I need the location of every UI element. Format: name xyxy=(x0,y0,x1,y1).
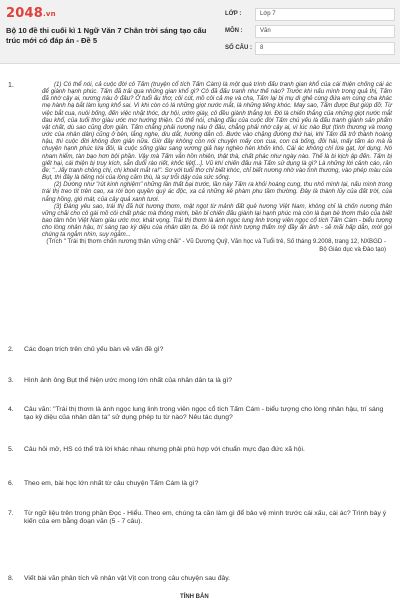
meta-value-subject: Văn xyxy=(255,25,395,38)
question-number: 3. xyxy=(8,377,14,384)
question-text: Câu văn: "Trái thị thơm là ánh ngọc lung linh trong viên ngọc cổ tích Tấm Cám - biểu tượng cho lòng nhân hậu, trí sáng tạo kỳ diệu của nhân dân ta" sử dụng phép tu từ nào? Nêu tác dụng? xyxy=(24,406,384,422)
question-text: Câu hỏi mở, HS có thể trả lời khác nhau nhưng phải phù hợp với chuẩn mực đạo đức xã hội. xyxy=(24,446,305,453)
meta-row-question-count xyxy=(225,42,395,55)
site-logo[interactable] xyxy=(6,6,56,21)
question-number: 7. xyxy=(8,510,14,517)
header xyxy=(0,0,400,64)
question-text: Theo em, bài học lớn nhất từ câu chuyện Tấm Cám là gì? xyxy=(24,480,199,487)
question-number: 8. xyxy=(8,575,14,582)
logo-suffix: .vn xyxy=(42,10,56,18)
question-number: 4. xyxy=(8,406,14,413)
question-text: Các đoạn trích trên chủ yếu bàn về vấn đề gì? xyxy=(24,346,164,353)
question-number: 2. xyxy=(8,346,14,353)
question-8 xyxy=(8,575,394,583)
question-number: 5. xyxy=(8,446,14,453)
meta-value-question-count: 8 xyxy=(255,42,395,55)
meta-row-subject xyxy=(225,25,395,38)
reading-passage xyxy=(42,81,392,253)
document-title: Bộ 10 đề thi cuối kì 1 Ngữ Văn 7 Chân trời sáng tạo cấu trúc mới có đáp án - Đề 5 xyxy=(6,26,207,45)
question-3 xyxy=(8,377,394,385)
question-text: Viết bài văn phân tích về nhân vật Vịt con trong câu chuyện sau đây. xyxy=(24,575,231,582)
passage-citation: (Trích " Trái thị thơm chốn nương thân vững chãi" - Vũ Dương Quỹ, Văn học và Tuổi trẻ, Số tháng 9.2008, trang 12, NXBGD - Bộ Giáo dục và Đào tạo) xyxy=(46,238,386,253)
meta-row-class xyxy=(225,8,395,21)
question-text: Hình ảnh ông Bụt thể hiện ước mong lớn nhất của nhân dân ta là gì? xyxy=(24,377,233,384)
passage-paragraph-2: (2) Dường như "rút kinh nghiệm" những lần thất bại trước, lần này Tấm ra khỏi hoàng cung, thu nhỏ mình lại, nấu mình trong trái thị treo tít trên cao, xa rời bọn quyền quý ác độc, xa cả những kẻ phàm phu tầm thường. Đây là thành lũy của đất trời, của nắng hồng, gió mát, của cây quả xanh tươi. xyxy=(42,181,392,203)
meta-value-class: Lớp 7 xyxy=(255,8,395,21)
passage-paragraph-1: (1) Có thể nói, cả cuộc đời cô Tấm (truyện cổ tích Tấm Cám) là một quá trình đấu tranh gian khổ của cái thiện chống cái ác để giành hạnh phúc. Tấm đã trải qua những gian khổ gì? Cô đã đấu tranh như thế nào? Trước khi nấu mình trong quả thị, Tấm đã nhờ cậy ai, nương náu ở đâu? Ở tuổi ấu thơ, côi cút, mồ côi cả mẹ và cha, Tấm lại bị mụ dì ghẻ cùng đứa em cùng cha khác mẹ hành hạ bắt làm lụng khổ sai. Vì khi còn có lá những giọt nước mắt, là những tiếng khóc. May sao, Tấm được Bụt giúp đỡ. Từ việc bắt cua, nuôi bống, đến việc nhặt thóc, dự hội, ướm giày, cô đều giành thắng lợi. Đó là chiến thắng của những giọt nước mắt đau khổ, của tuổi thơ giàu ước mơ hướng thiện. Có thể nói, chặng đầu của cuộc đời Tấm chủ yếu là đấu tranh giành sản phẩm vật chất, dù sao cũng đơn giản. Tấm chẳng phải nương náu ở đâu, chẳng phải nhờ cậy ai, vì lúc nào Bụt (tình thương và mong ước của nhân dân) cũng ở bên, lắng nghe, dìu dắt, hướng dẫn cô. Bước vào chặng đường thứ hai, khi Tấm đã trở thành hoàng hậu, thì cuộc đời không đơn giản nữa. Giờ đây không còn nói chuyện mấy con cua, con cá bống, đôi hài, mấy tấm áo mà là chuyện hạnh phúc lứa đôi, là cuộc sống giàu sang vương giả hay nghèo hèn khốn khó. Cái ác không chỉ lừa gạt, lợi dụng. Nó nham hiểm, tàn bạo hơn bội phần. Vậy mà Tấm vẫn hồn nhiên, thật thà, chất phác như ngày nào. Thế là bi kịch ập đến. Tấm bị giết hại, cái thiện bị truy kích, sẵn đuổi rào riết, khốc liệt[...]. Vũ khí chiến đấu mà Tấm sử dụng là gì? Là những lời cảnh cáo, răn đe: "...lấy tranh chồng chị, chị khoét mắt ra!". Sơ với tuổi thơ chỉ biết khóc, chỉ biết nương nhờ vào tình thương, vào phép màu của Bụt, thì đây là tiếng nói của lòng căm thù, là sự trỗi dậy của sức sống. xyxy=(42,81,392,182)
meta-key: LỚP : xyxy=(225,11,242,17)
question-4 xyxy=(8,406,394,423)
question-text: Từ ngữ liệu trên trong phần Đọc - Hiểu. Theo em, chúng ta cần làm gì để bảo vệ mình trước cái xấu, cái ác? Trình bày ý kiến của em bằng đoạn văn (5 - 7 câu). xyxy=(24,510,387,526)
passage-paragraph-3: (3) Đáng yêu sao, trái thị đã hút hương thơm, mật ngọt từ mảnh đất quê hương Việt Nam, không chỉ là chốn nương thân vững chãi cho cô gái mồ côi chất phác mà thông minh, bền bỉ chiến đấu giành lại hạnh phúc mà còn là bạn bè thơm thảo của biết bao tâm hồn Việt Nam giàu ước mơ, khát vọng. Trái thị thơm là ánh ngọc lung linh trong viên ngọc cổ tích Tấm Cám - biểu tượng cho lòng nhân hậu, trí sáng tạo kỳ diệu của nhân dân ta. Đó là một hình tượng thẩm mỹ đầy ẩn ảnh - sẽ mãi hấp dẫn, mời gọi chúng ta ngắm nhìn, suy ngẫm... xyxy=(42,202,392,239)
logo-text: 2048 xyxy=(6,6,43,21)
question-7 xyxy=(8,510,394,527)
question-2 xyxy=(8,346,394,354)
meta-key: MÔN : xyxy=(225,28,243,34)
question-number: 6. xyxy=(8,480,14,487)
question-1-number: 1. xyxy=(8,82,14,89)
cut-off-heading: TÍNH BẢN xyxy=(180,594,209,600)
meta-panel xyxy=(225,8,395,59)
question-6 xyxy=(8,480,394,488)
question-5 xyxy=(8,446,394,454)
meta-key: SỐ CÂU : xyxy=(225,45,252,51)
